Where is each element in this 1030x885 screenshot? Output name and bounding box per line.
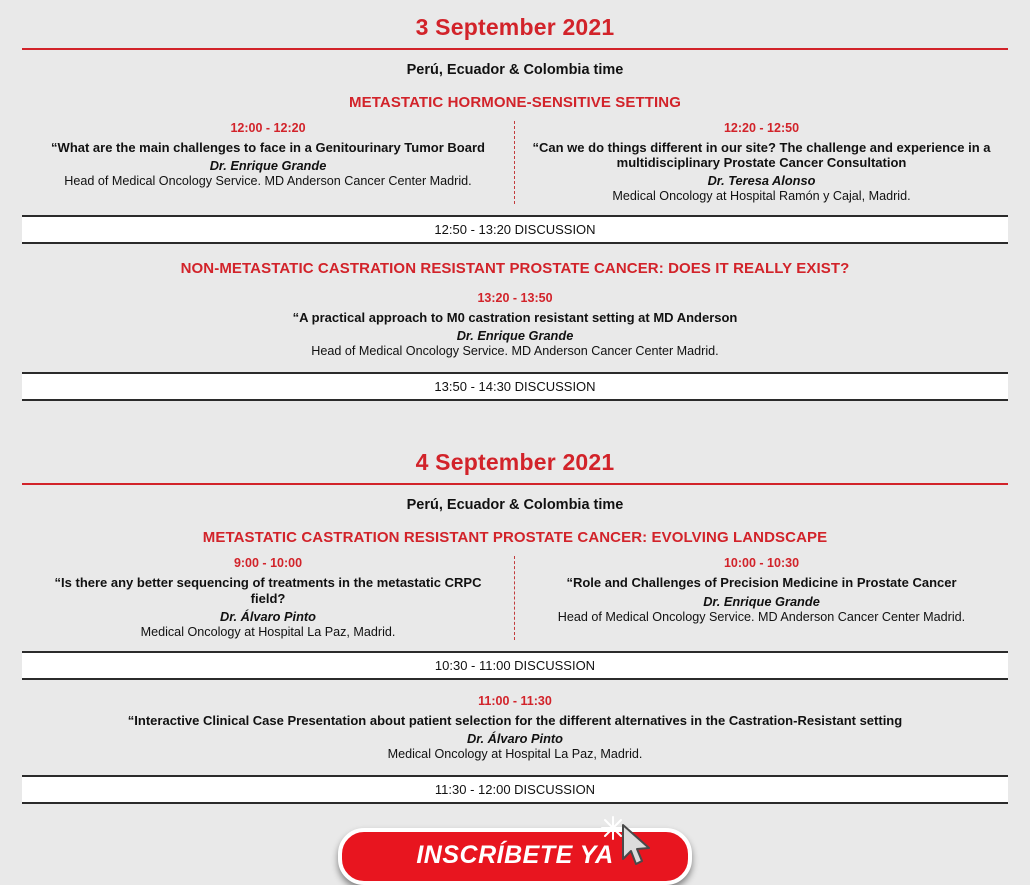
spacer: [22, 680, 1008, 690]
talk-time: 9:00 - 10:00: [233, 556, 303, 571]
spacer: [22, 401, 1008, 435]
day-title: 3 September 2021: [415, 14, 615, 40]
timezone-label: Perú, Ecuador & Colombia time: [406, 62, 624, 78]
section-title: METASTATIC CASTRATION RESISTANT PROSTATE CANCER: EVOLVING LANDSCAPE: [202, 529, 828, 547]
talk-speaker: Dr. Teresa Alonso: [707, 173, 816, 189]
discussion-bar: 12:50 - 13:20 DISCUSSION: [22, 215, 1008, 244]
discussion-bar: 11:30 - 12:00 DISCUSSION: [22, 775, 1008, 804]
talk-affiliation: Head of Medical Oncology Service. MD Anderson Cancer Center Madrid.: [311, 344, 719, 359]
talk-title: “Can we do things different in our site? The challenge and experience in a multidisciplinary Prostate Cancer Consultation: [532, 140, 991, 171]
section-title: METASTATIC HORMONE-SENSITIVE SETTING: [349, 94, 681, 111]
talk-speaker: Dr. Enrique Grande: [703, 593, 820, 609]
talk-time: 13:20 - 13:50: [477, 291, 553, 306]
talk-item: [515, 121, 1008, 204]
timezone-label: Perú, Ecuador & Colombia time: [406, 497, 624, 514]
talk-title: “Interactive Clinical Case Presentation about patient selection for the different alternatives in the Castration-Resistant setting: [127, 712, 903, 728]
day-title: 4 September 2021: [415, 449, 615, 476]
discussion-bar: 13:50 - 14:30 DISCUSSION: [22, 372, 1008, 401]
talk-time: 12:20 - 12:50: [723, 121, 800, 135]
day-block-2: [22, 435, 1008, 803]
talk-time: 11:00 - 11:30: [478, 693, 552, 708]
register-button[interactable]: [338, 828, 692, 885]
talk-speaker: Dr. Álvaro Pinto: [220, 608, 316, 624]
talk-title: “A practical approach to M0 castration resistant setting at MD Anderson: [292, 310, 738, 326]
cta-container: [22, 828, 1008, 885]
talk-affiliation: Head of Medical Oncology Service. MD Anderson Cancer Center Madrid.: [64, 174, 472, 189]
talk-affiliation: Head of Medical Oncology Service. MD Anderson Cancer Center Madrid.: [557, 609, 966, 624]
talk-title: “Role and Challenges of Precision Medicine in Prostate Cancer: [566, 575, 957, 591]
talk-speaker: Dr. Enrique Grande: [209, 158, 327, 174]
day-block-1: [22, 0, 1008, 401]
talk-item: [22, 690, 1008, 764]
talk-affiliation: Medical Oncology at Hospital La Paz, Madrid.: [140, 624, 396, 639]
discussion-bar: 10:30 - 11:00 DISCUSSION: [22, 651, 1008, 680]
talk-title: “Is there any better sequencing of treatments in the metastatic CRPC field?: [54, 575, 482, 606]
talk-item: [22, 556, 515, 639]
talk-time: 12:00 - 12:20: [230, 121, 306, 135]
spacer: [22, 244, 1008, 254]
talk-affiliation: Medical Oncology at Hospital Ramón y Cajal, Madrid.: [612, 189, 911, 204]
talk-item: [22, 121, 515, 204]
talk-time: 10:00 - 10:30: [723, 556, 800, 571]
section-title: NON-METASTATIC CASTRATION RESISTANT PROSTATE CANCER: DOES IT REALLY EXIST?: [180, 260, 850, 278]
register-button-label: INSCRÍBETE YA: [416, 840, 614, 869]
talks-row: [22, 121, 1008, 204]
talk-speaker: Dr. Enrique Grande: [456, 328, 574, 344]
talk-speaker: Dr. Álvaro Pinto: [467, 730, 563, 746]
talk-item: [515, 556, 1008, 639]
talk-affiliation: Medical Oncology at Hospital La Paz, Madrid.: [387, 746, 643, 761]
talk-title: “What are the main challenges to face in a Genitourinary Tumor Board: [51, 140, 485, 155]
talk-item: [22, 287, 1008, 361]
talks-row: [22, 556, 1008, 639]
